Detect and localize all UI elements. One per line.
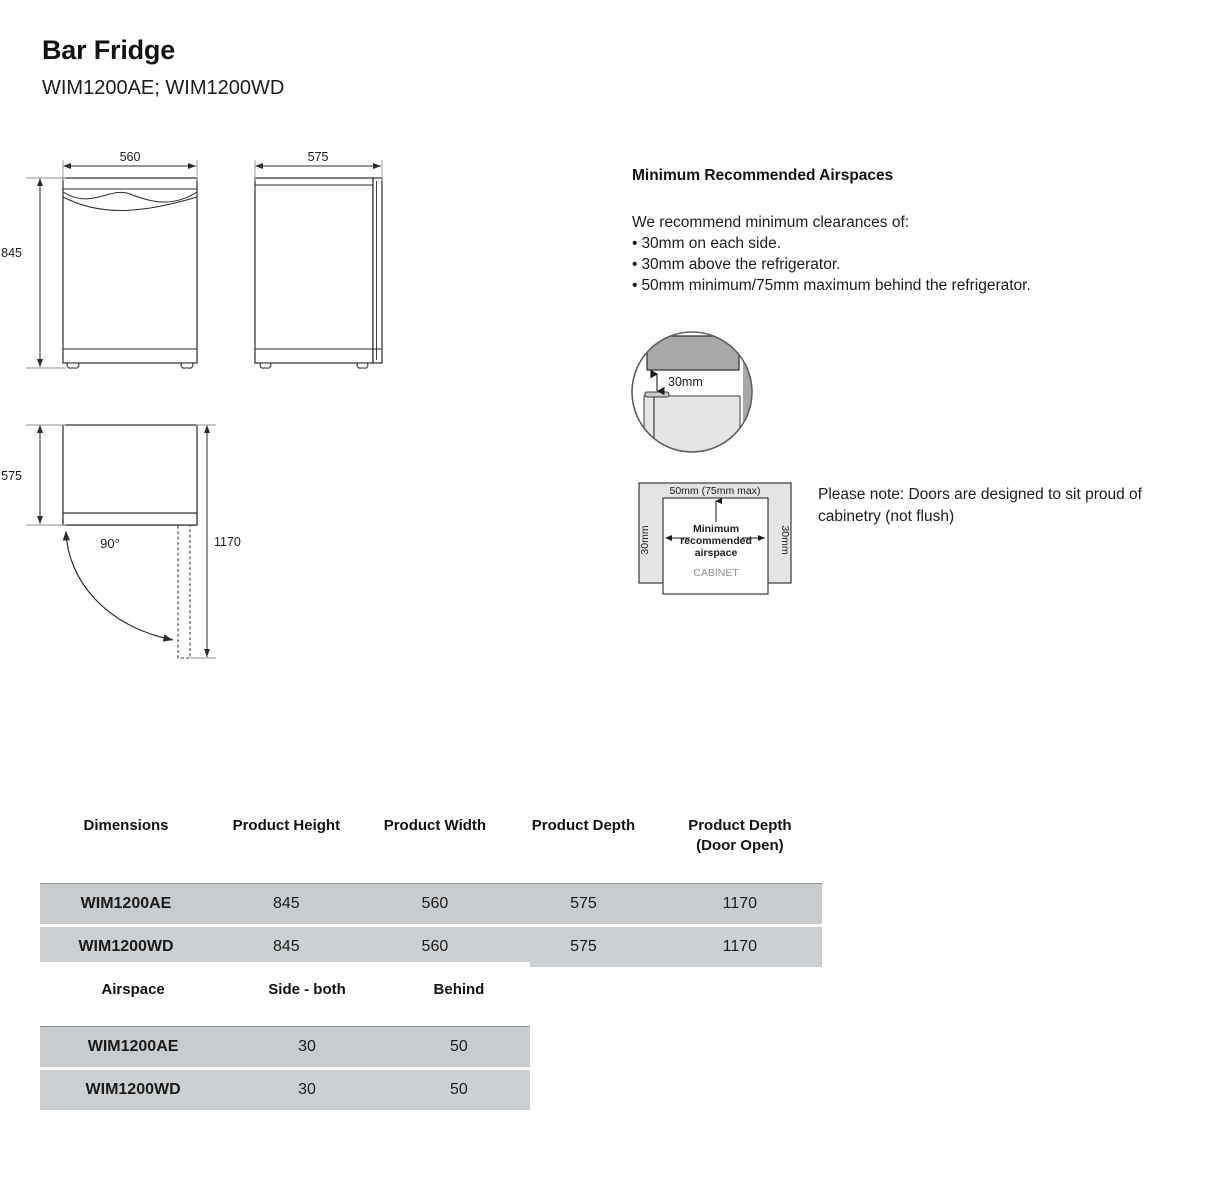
- cabinet-left-label: 30mm: [639, 525, 651, 555]
- cell-behind: 50: [388, 1027, 530, 1069]
- cell-height: 845: [212, 884, 361, 926]
- cell-depth: 575: [509, 884, 658, 926]
- col-header-product-height: Product Height: [212, 798, 361, 883]
- col-header-product-width: Product Width: [361, 798, 510, 883]
- col-header-depth-open-line2: (Door Open): [696, 837, 784, 855]
- front-width-label: 560: [119, 150, 141, 164]
- col-header-side-both: Side - both: [226, 962, 388, 1027]
- table-row: [40, 884, 822, 926]
- please-note-text: Please note: Doors are designed to sit proud of cabinetry (not flush): [818, 486, 1142, 526]
- cell-behind: 50: [388, 1069, 530, 1111]
- cabinet-airspace-diagram: [630, 476, 810, 603]
- plan-view-drawing: [1, 425, 241, 658]
- table-row: [40, 925, 822, 967]
- table-row: [40, 1027, 530, 1069]
- airspace-heading: Minimum Recommended Airspaces: [632, 167, 894, 184]
- col-header-product-depth-door-open: [658, 798, 822, 883]
- cell-model: WIM1200WD: [40, 925, 212, 967]
- door-swing-angle-label: 90°: [100, 536, 120, 551]
- airspace-bullet-above: [632, 256, 1172, 274]
- airspace-bullet-behind-text: 50mm minimum/75mm maximum behind the refrigerator.: [641, 277, 1031, 294]
- airspace-bullet-side-text: 30mm on each side.: [641, 235, 782, 252]
- cabinet-center-line2: recommended: [680, 535, 752, 547]
- drawings-svg: [0, 140, 620, 680]
- cell-model: WIM1200WD: [40, 1069, 226, 1111]
- cell-depth: 575: [509, 925, 658, 967]
- table-row: [40, 1069, 530, 1111]
- col-header-airspace: Airspace: [40, 962, 226, 1027]
- airspace-table-header-row: [40, 962, 530, 1027]
- cabinet-caption: CABINET: [693, 567, 739, 579]
- dimensions-table-header-row: [40, 798, 822, 883]
- page-subtitle-models: WIM1200AE; WIM1200WD: [42, 77, 285, 100]
- cell-side: 30: [226, 1069, 388, 1111]
- airspace-intro: We recommend minimum clearances of:: [632, 214, 910, 231]
- col-header-behind: Behind: [388, 962, 530, 1027]
- airspace-bullet-behind: [632, 277, 1172, 295]
- top-clearance-circle-diagram: [630, 330, 770, 463]
- cell-width: 560: [361, 925, 510, 967]
- cabinet-center-line1: Minimum: [692, 523, 740, 535]
- bullet-dot-icon: •: [632, 235, 638, 252]
- airspace-text-block: [632, 167, 1172, 295]
- cabinet-right-label: 30mm: [779, 525, 791, 555]
- col-header-dimensions: Dimensions: [40, 798, 212, 883]
- page-title: Bar Fridge: [42, 35, 176, 65]
- cabinet-center-line3: airspace: [694, 547, 738, 559]
- technical-drawings: [0, 140, 620, 685]
- cell-width: 560: [361, 884, 510, 926]
- document-header: [42, 34, 284, 100]
- col-header-product-depth: Product Depth: [509, 798, 658, 883]
- dimensions-table: [40, 798, 822, 967]
- plan-depth-label: 575: [1, 469, 22, 483]
- cell-model: WIM1200AE: [40, 1027, 226, 1069]
- cell-depth-open: 1170: [658, 884, 822, 926]
- airspace-table: [40, 962, 530, 1110]
- airspace-bullet-above-text: 30mm above the refrigerator.: [641, 256, 841, 273]
- cabinet-top-label: 50mm (75mm max): [669, 485, 761, 497]
- front-height-label: 845: [1, 246, 22, 260]
- cell-height: 845: [212, 925, 361, 967]
- cell-model: WIM1200AE: [40, 884, 212, 926]
- airspace-bullet-side: [632, 235, 1172, 253]
- side-depth-label: 575: [307, 150, 329, 164]
- bullet-dot-icon: •: [632, 256, 638, 273]
- cell-depth-open: 1170: [658, 925, 822, 967]
- circle-gap-label: 30mm: [668, 375, 703, 389]
- bullet-dot-icon: •: [632, 277, 638, 294]
- front-view-drawing: [1, 150, 197, 368]
- cell-side: 30: [226, 1027, 388, 1069]
- plan-door-open-label: 1170: [214, 535, 241, 549]
- side-view-drawing: [255, 150, 382, 368]
- col-header-depth-open-line1: Product Depth: [688, 817, 792, 834]
